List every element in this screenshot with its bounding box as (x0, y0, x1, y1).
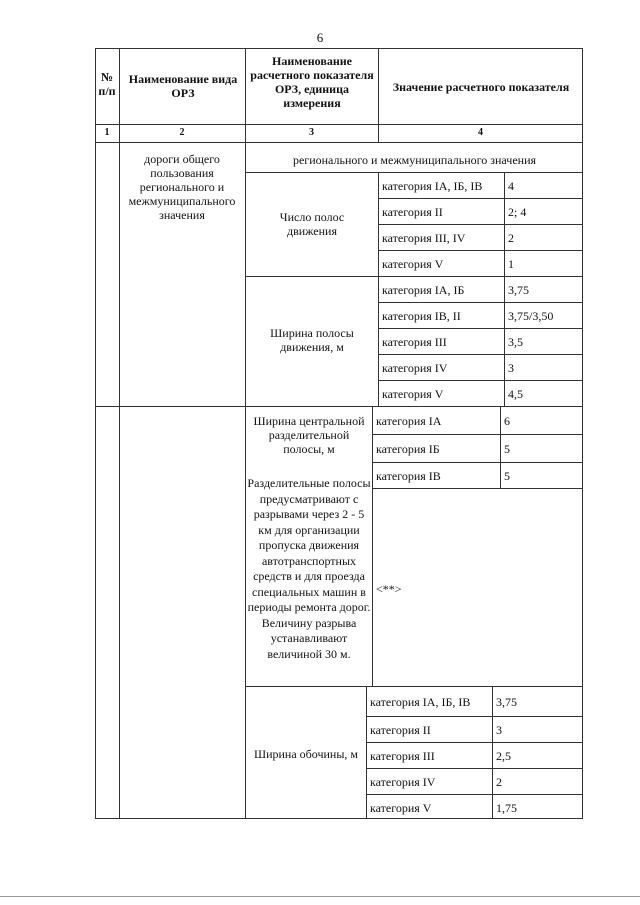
shoulder-width-label: Ширина обочины, м (253, 747, 359, 761)
table-border-top (95, 48, 583, 49)
header-number: № п/п (98, 70, 116, 98)
median-category: категория IB (376, 469, 441, 483)
header-indicator-name: Наименование расчетного показателя ОРЗ, единица измерения (250, 54, 374, 110)
median-category: категория IБ (376, 442, 440, 456)
col-number-3: 3 (309, 127, 314, 138)
header-type-name: Наименование вида ОРЗ (128, 72, 238, 100)
shoulder-value: 3,75 (496, 695, 517, 709)
table-border-bottom (95, 818, 583, 819)
banner-rule (245, 172, 583, 173)
section-rule (95, 406, 583, 407)
lanes-value: 2 (508, 231, 514, 245)
col-number-1: 1 (104, 127, 110, 138)
road-type-name: дороги общего пользования регионального и межмуниципального значения (128, 152, 236, 222)
shoulder-divider (366, 686, 367, 818)
lanes-value: 2; 4 (508, 205, 527, 219)
col-number-4: 4 (478, 127, 483, 138)
lanes-label: Число полос движения (279, 210, 345, 238)
shoulder-value-divider (492, 686, 493, 818)
lane-width-value: 3,75 (508, 283, 529, 297)
median-divider (372, 406, 373, 686)
shoulder-value: 2 (496, 775, 502, 789)
header-indicator-value: Значение расчетного показателя (392, 80, 570, 94)
median-width-label: Ширина центральной разделительной полосы, м (253, 414, 365, 456)
lane-width-category: категория III (382, 335, 447, 349)
median-break-note: Разделительные полосы предусматривают с разрывами через 2 - 5 км для организации пропуска движения автотранспортных средств и для проезда специальных машин в периоды ремонта дорог. Величину разрыва устанавливают величиной 30 м. (247, 476, 371, 661)
lane-width-value: 4,5 (508, 387, 523, 401)
col-number-2: 2 (179, 127, 185, 138)
lane-width-category: категория V (382, 387, 444, 401)
lanes-category: категория IA, IБ, IB (382, 179, 483, 193)
page-number: 6 (316, 30, 324, 45)
lanes-category: категория III, IV (382, 231, 466, 245)
shoulder-category: категория V (370, 801, 432, 815)
lane-width-category: категория IB, II (382, 309, 461, 323)
sec1-category-divider (378, 172, 379, 406)
lane-width-category: категория IV (382, 361, 448, 375)
regulation-table (95, 48, 583, 818)
lanes-value: 4 (508, 179, 514, 193)
shoulder-category: категория III (370, 749, 435, 763)
median-category: категория IA (376, 414, 442, 428)
shoulder-category: категория II (370, 723, 431, 737)
lane-width-label: Ширина полосы движения, м (270, 326, 354, 354)
table-border-left (95, 48, 96, 818)
shoulder-category: категория IA, IБ, IB (370, 695, 471, 709)
lane-width-value: 3 (508, 361, 514, 375)
shoulder-value: 1,75 (496, 801, 517, 815)
lane-width-value: 3,5 (508, 335, 523, 349)
sec1-value-divider (504, 172, 505, 406)
median-footnote-value: <**> (376, 582, 402, 596)
shoulder-category: категория IV (370, 775, 436, 789)
header-rule (95, 124, 583, 125)
lane-width-value: 3,75/3,50 (508, 309, 554, 323)
lanes-category: категория V (382, 257, 444, 271)
median-value: 5 (504, 469, 510, 483)
lanes-category: категория II (382, 205, 443, 219)
page-bottom-rule (0, 896, 640, 897)
lane-width-category: категория IA, IБ (382, 283, 465, 297)
median-value: 6 (504, 414, 510, 428)
median-value-divider (500, 406, 501, 488)
body-divider-1 (119, 142, 120, 818)
median-value: 5 (504, 442, 510, 456)
shoulder-value: 2,5 (496, 749, 511, 763)
significance-banner: регионального и межмуниципального значения (292, 153, 537, 167)
body-divider-2 (245, 142, 246, 818)
lanes-value: 1 (508, 257, 514, 271)
shoulder-value: 3 (496, 723, 502, 737)
numbers-rule (95, 142, 583, 143)
